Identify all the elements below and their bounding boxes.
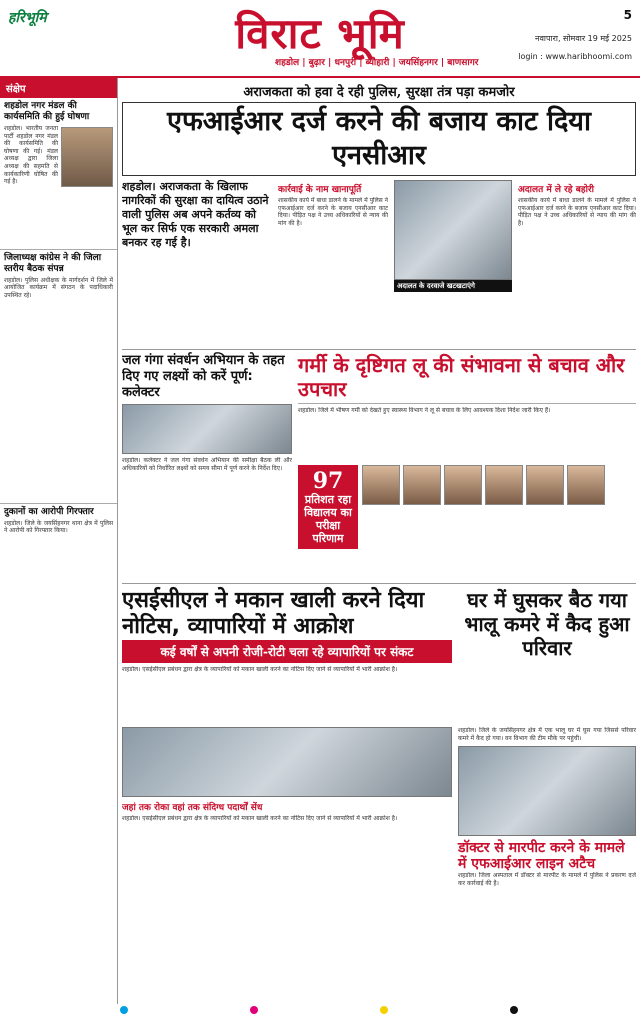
lead-text: शासकीय कार्य में बाधा डालने के मामले में पुलिस ने एफआईआर दर्ज करने के बजाय एनसीआर काट दिया। पीड़ित पक्ष ने उच्च अधिकारियों से न्याय की मांग की है। — [278, 197, 388, 227]
lead-intro: शहडोल। अराजकता के खिलाफ नागरिकों की सुरक्षा का दायित्व उठाने वाली पुलिस अब अपने कर्तव्य को भूल कर सिर्फ एक सरकारी अमला बनकर रह गई है। — [122, 180, 269, 249]
brand-logo: हरिभूमि — [8, 10, 47, 26]
registration-dot — [250, 1006, 258, 1014]
story2-text: शहडोल। कलेक्टर ने जल गंगा संवर्धन अभियान की समीक्षा बैठक ली और अधिकारियों को निर्धारित लक्ष्यों को समय सीमा में पूर्ण करने के निर्देश दिए। — [122, 457, 292, 472]
website-link[interactable]: login : www.haribhoomi.com — [518, 52, 632, 61]
lead-side-text: शासकीय कार्य में बाधा डालने के मामले में पुलिस ने एफआईआर दर्ज करने के बजाय एनसीआर काट दिया। पीड़ित पक्ष ने उच्च अधिकारियों से न्याय की मांग की है। — [518, 197, 636, 227]
result-percent: 97 — [312, 467, 344, 494]
student-photo — [444, 465, 482, 505]
lead-side-subhead: अदालत में ले रहे बहोरी — [518, 185, 594, 195]
lead-body — [122, 180, 636, 345]
story6-subhead: जहां तक रोका वहां तक संदिग्ध पदार्थों सेंध — [122, 803, 263, 813]
district-list: शहडोल | बुढ़ार | धनपुरी | ब्यौहारी | जयसिंहनगर | बाणसागर — [275, 58, 479, 68]
story4-text: शहडोल। एसईसीएल प्रबंधन द्वारा क्षेत्र के व्यापारियों को मकान खाली करने का नोटिस दिए जाने से व्यापारियों में भारी आक्रोश है। — [122, 666, 398, 673]
result-box — [298, 465, 358, 549]
row-two — [122, 349, 636, 579]
story2-photo — [122, 404, 292, 454]
lead-subhead: कार्रवाई के नाम खानापूर्ति — [278, 185, 362, 195]
lead-photo-caption: अदालत के दरवाजे खटखटाएंगे — [394, 280, 512, 292]
masthead — [0, 0, 640, 78]
sidebar-briefs — [0, 78, 118, 1008]
brief-title: जिलाध्यक्ष कांग्रेस ने की जिला स्तरीय बैठक संपन्न — [4, 252, 102, 274]
brief-text: शहडोल। भारतीय जनता पार्टी शहडोल नगर मंडल की कार्यसमिति की घोषणा की गई। मंडल अध्यक्ष द्वारा जिला अध्यक्ष की सहमति से कार्यकारिणी घोषित की गई है। — [4, 125, 58, 186]
print-registration-strip — [0, 1004, 640, 1015]
lead-headline: एफआईआर दर्ज करने की बजाय काट दिया एनसीआर — [122, 102, 636, 176]
story3-headline: गर्मी के दृष्टिगत लू की संभावना से बचाव और उपचार — [298, 353, 636, 404]
brief-story-3 — [0, 503, 117, 538]
story4-photo — [122, 727, 452, 797]
student-photo — [403, 465, 441, 505]
story5-photo — [458, 746, 636, 836]
story4-strip: कई वर्षों से अपनी रोजी-रोटी चला रहे व्यापारियों पर संकट — [122, 640, 452, 663]
story7-text: शहडोल। जिला अस्पताल में डॉक्टर से मारपीट के मामले में पुलिस ने प्रकरण दर्ज कर कार्रवाई की है। — [458, 872, 636, 887]
student-portraits — [362, 465, 605, 549]
story2-headline: जल गंगा संवर्धन अभियान के तहत दिए गए लक्ष्यों को करें पूर्ण: कलेक्टर — [122, 353, 285, 400]
story7-headline: डॉक्टर से मारपीट करने के मामले में एफआईआर लाइन अटैच — [458, 840, 625, 873]
brief-story-2 — [0, 249, 117, 303]
brief-text: शहडोल। जिले के जयसिंहनगर थाना क्षेत्र में पुलिस ने आरोपी को गिरफ्तार किया। — [4, 519, 113, 535]
result-label: प्रतिशत रहा विद्यालय का परीक्षा परिणाम — [304, 492, 352, 545]
story5-text: शहडोल। जिले के जयसिंहनगर क्षेत्र में एक भालू घर में घुस गया जिससे परिवार कमरे में कैद हो गया। वन विभाग की टीम मौके पर पहुंची। — [458, 727, 636, 742]
brief-title: शहडोल नगर मंडल की कार्यसमिति की हुई घोषणा — [4, 101, 90, 122]
student-photo — [362, 465, 400, 505]
lead-kicker: अराजकता को हवा दे रही पुलिस, सुरक्षा तंत्र पड़ा कमजोर — [243, 85, 515, 100]
brief-story-1 — [0, 98, 117, 189]
registration-dot — [510, 1006, 518, 1014]
student-photo — [567, 465, 605, 505]
row-three — [122, 583, 636, 723]
dateline: नवापारा, सोमवार 19 मई 2025 — [535, 34, 632, 43]
student-photo — [485, 465, 523, 505]
brief-photo — [61, 127, 113, 187]
page-number: 5 — [623, 8, 632, 22]
row-four — [122, 727, 636, 1008]
brief-text: शहडोल। पुलिस अधीक्षक के मार्गदर्शन में जिले में आयोजित कार्यक्रम में संगठन के पदाधिकारी उपस्थित रहे। — [4, 276, 113, 299]
registration-dot — [120, 1006, 128, 1014]
lead-photo — [394, 180, 512, 280]
brief-title: दुकानों का आरोपी गिरफ्तार — [4, 506, 94, 517]
main-content — [122, 78, 636, 1008]
story3-text: शहडोल। जिले में भीषण गर्मी को देखते हुए स्वास्थ्य विभाग ने लू से बचाव के लिए आवश्यक दिशा निर्देश जारी किए हैं। — [298, 407, 551, 414]
student-photo — [526, 465, 564, 505]
story4-headline: एसईसीएल ने मकान खाली करने दिया नोटिस, व्यापारियों में आक्रोश — [122, 588, 425, 639]
page-title: विराट भूमि — [235, 9, 405, 58]
sidebar-heading: संक्षेप — [0, 78, 117, 98]
story5-headline: घर में घुसकर बैठ गया भालू कमरे में कैद हुआ परिवार — [464, 588, 630, 660]
story4-more-text: शहडोल। एसईसीएल प्रबंधन द्वारा क्षेत्र के व्यापारियों को मकान खाली करने का नोटिस दिए जाने से व्यापारियों में भारी आक्रोश है। — [122, 815, 398, 822]
registration-dot — [380, 1006, 388, 1014]
